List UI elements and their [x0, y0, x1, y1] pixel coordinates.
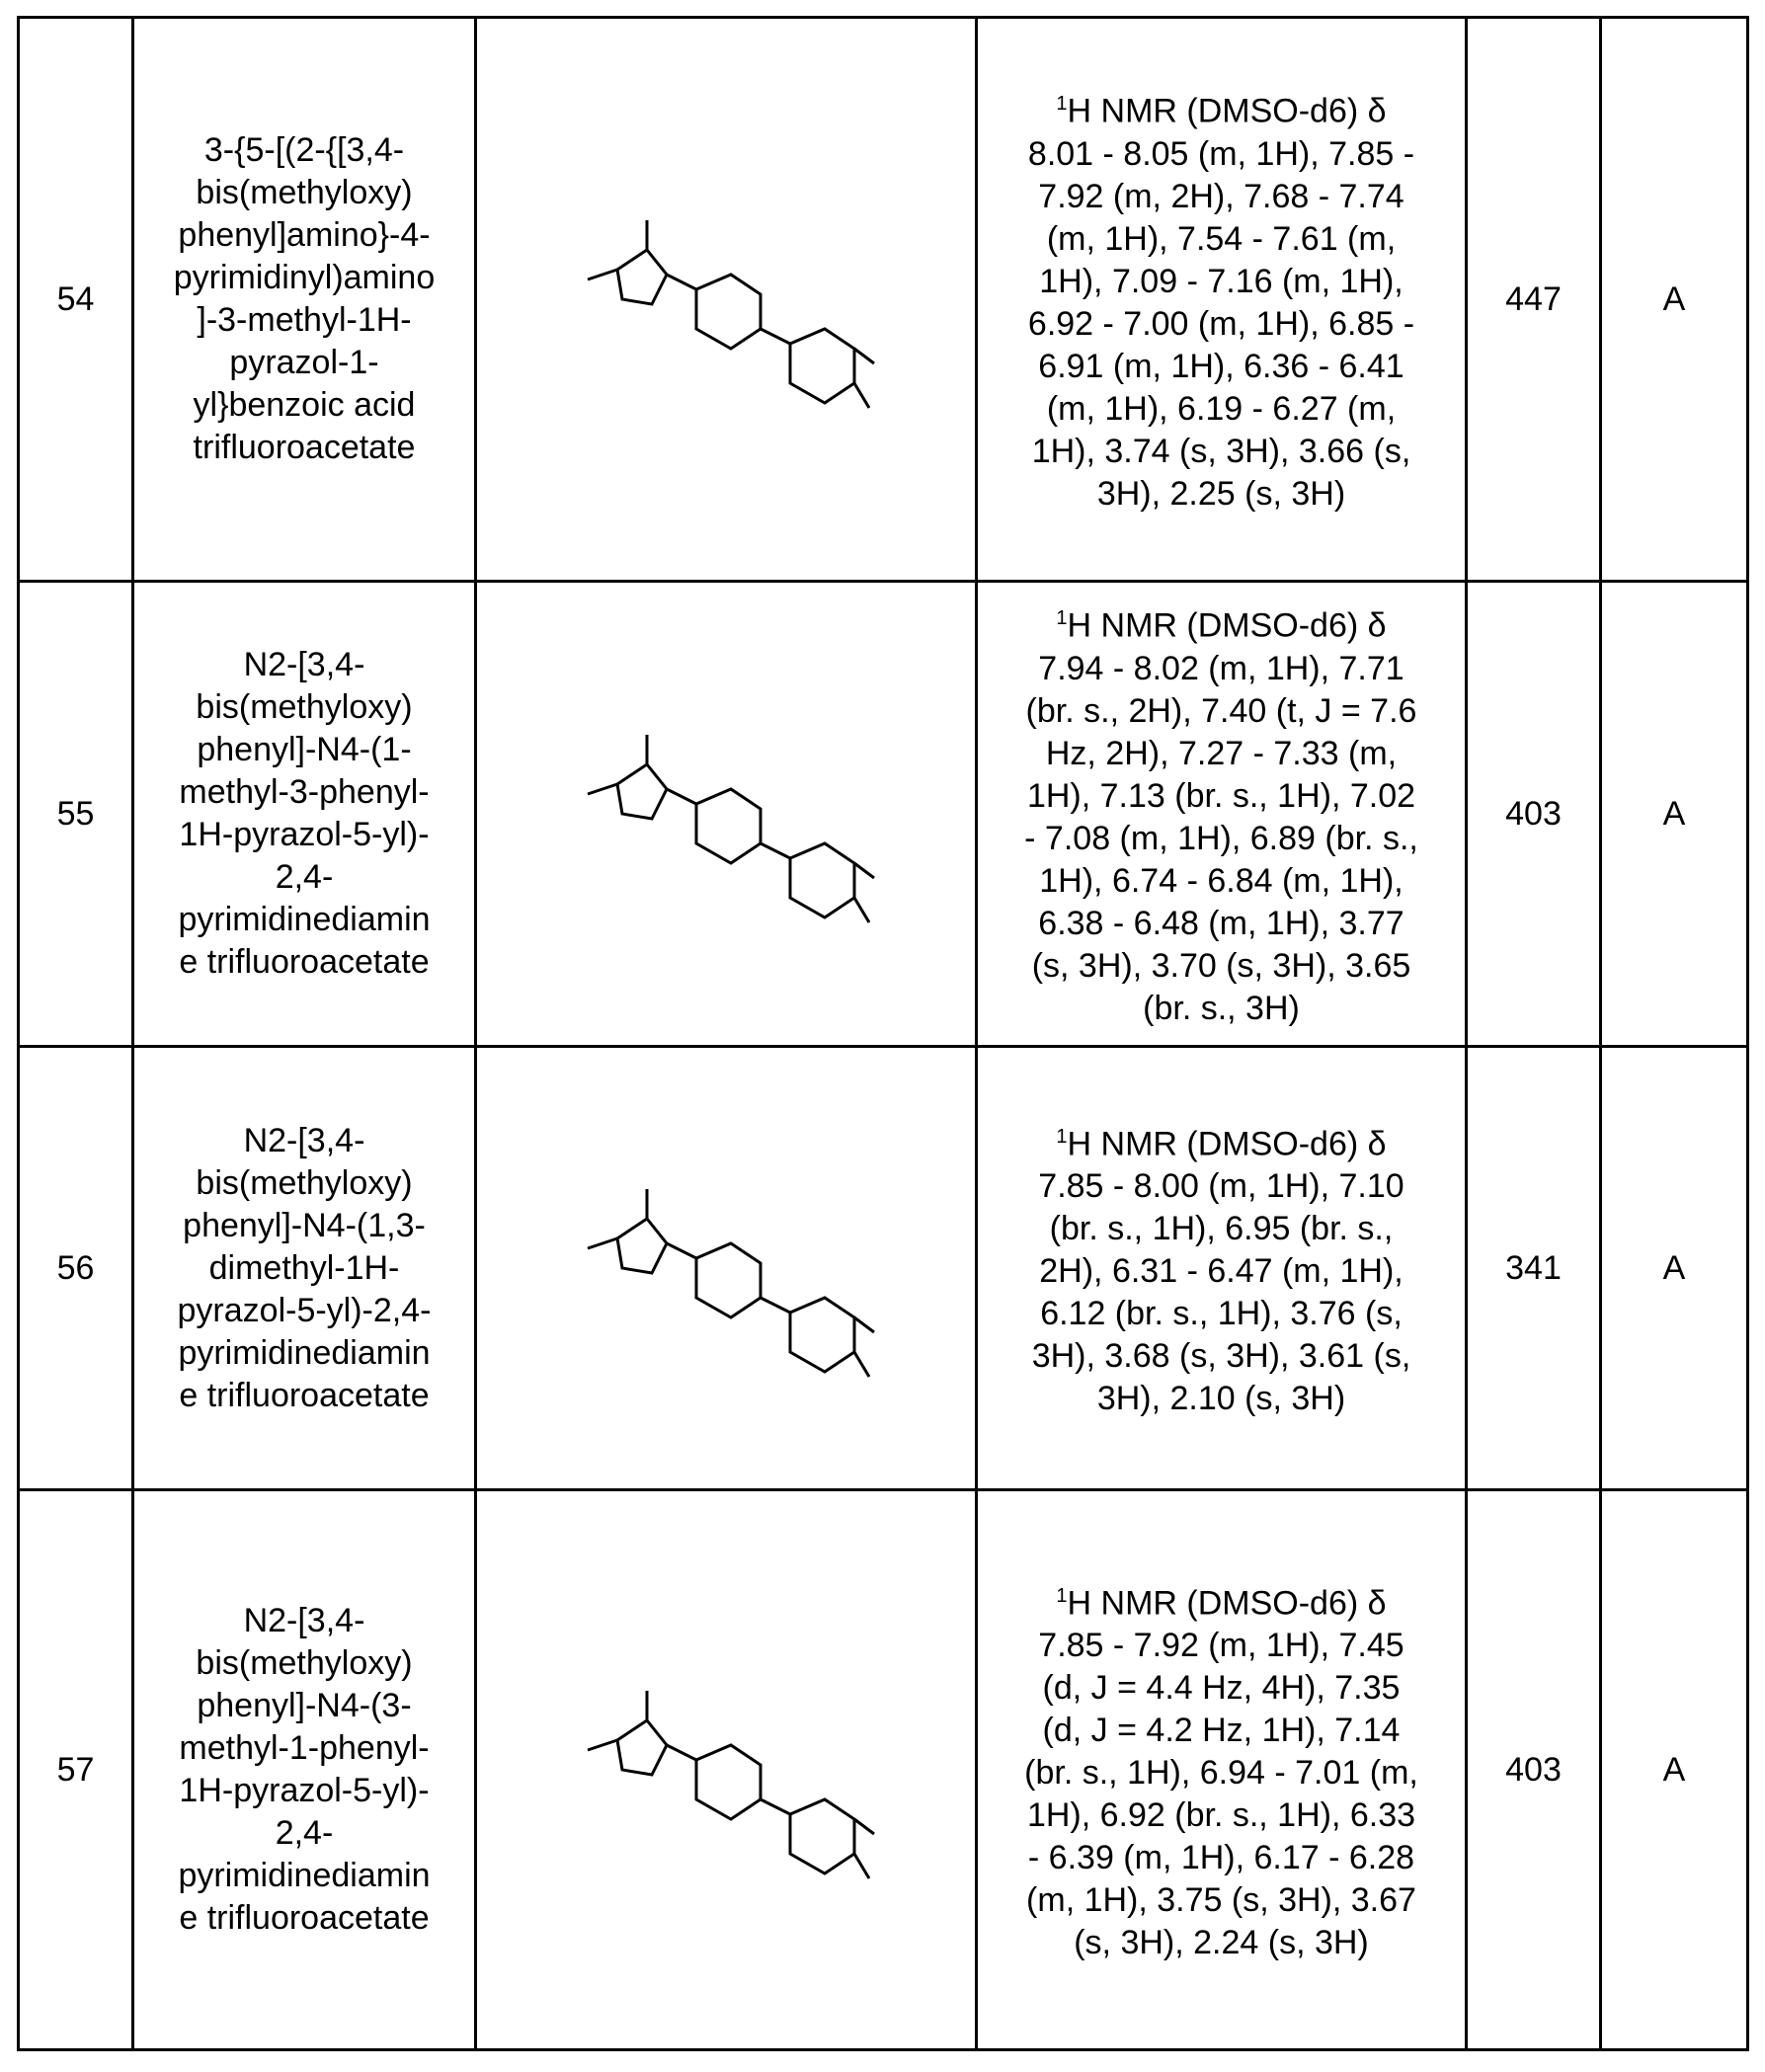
mass: 341 [1505, 1249, 1562, 1287]
chemical-structure-drawing [558, 666, 894, 962]
activity-value [1601, 18, 1748, 582]
nmr: 7.94 - 8.02 (m, 1H), 7.71 (br. s., 2H), 7.40 (t, J = 7.6 Hz, 2H), 7.27 - 7.33 (m, 1H), 7.13 (br. s., 1H), 7.02 - 7.08 (m, 1H), 6.89 (br. s., 1H), 6.74 - 6.84 (m, 1H), 6.38 - 6.48 (m, 1H), 3.77 (s, 3H), 3.70 (s, 3H), 3.65 (br. s., 3H) [986, 648, 1457, 1030]
example: 55 [57, 795, 95, 833]
example: 56 [57, 1249, 95, 1287]
nmr-head: H NMR (DMSO-d6) δ [1068, 607, 1387, 645]
nmr-head: H NMR (DMSO-d6) δ [1068, 1584, 1387, 1622]
table-row [19, 1047, 1748, 1490]
nmr-data [977, 18, 1467, 582]
example: 57 [57, 1751, 95, 1789]
compound-table [17, 16, 1749, 2051]
structure-image [476, 1047, 977, 1490]
nmr-data [977, 582, 1467, 1047]
mass-value [1467, 1047, 1601, 1490]
activity: A [1663, 1249, 1686, 1287]
chemical-structure-drawing [558, 151, 894, 447]
chemical-structure-drawing [558, 1622, 894, 1918]
table-row [19, 1490, 1748, 2050]
compound-name [133, 1047, 476, 1490]
name: N2-[3,4- bis(methyloxy) phenyl]-N4-(1- methyl-3-phenyl- 1H-pyrazol-5-yl)- 2,4- pyrimidinediamin e trifluoroacetate [142, 644, 466, 984]
activity: A [1663, 280, 1686, 318]
name: N2-[3,4- bis(methyloxy) phenyl]-N4-(1,3- dimethyl-1H- pyrazol-5-yl)-2,4- pyrimidinediamin e trifluoroacetate [142, 1120, 466, 1417]
mass-value [1467, 18, 1601, 582]
compound-name [133, 18, 476, 582]
activity-value [1601, 1047, 1748, 1490]
nmr-prefix: 1 [1056, 1585, 1067, 1607]
example-number [19, 582, 133, 1047]
activity-value [1601, 1490, 1748, 2050]
name: 3-{5-[(2-{[3,4- bis(methyloxy) phenyl]amino}-4- pyrimidinyl)amino ]-3-methyl-1H- pyrazol-1- yl}benzoic acid trifluoroacetate [142, 129, 466, 469]
compound-name [133, 1490, 476, 2050]
structure-image [476, 1490, 977, 2050]
nmr-head: H NMR (DMSO-d6) δ [1068, 1125, 1387, 1162]
mass: 403 [1505, 1751, 1562, 1789]
example-number [19, 1047, 133, 1490]
mass: 447 [1505, 280, 1562, 318]
mass: 403 [1505, 795, 1562, 833]
activity-value [1601, 582, 1748, 1047]
nmr-data [977, 1047, 1467, 1490]
nmr: 7.85 - 8.00 (m, 1H), 7.10 (br. s., 1H), 6.95 (br. s., 2H), 6.31 - 6.47 (m, 1H), 6.12 (br. s., 1H), 3.76 (s, 3H), 3.68 (s, 3H), 3.61 (s, 3H), 2.10 (s, 3H) [986, 1165, 1457, 1420]
nmr: 7.85 - 7.92 (m, 1H), 7.45 (d, J = 4.4 Hz, 4H), 7.35 (d, J = 4.2 Hz, 1H), 7.14 (br. s., 1H), 6.94 - 7.01 (m, 1H), 6.92 (br. s., 1H), 6.33 - 6.39 (m, 1H), 6.17 - 6.28 (m, 1H), 3.75 (s, 3H), 3.67 (s, 3H), 2.24 (s, 3H) [986, 1625, 1457, 1964]
mass-value [1467, 582, 1601, 1047]
nmr-data [977, 1490, 1467, 2050]
example-number [19, 1490, 133, 2050]
example-number [19, 18, 133, 582]
example: 54 [57, 280, 95, 318]
chemical-structure-drawing [558, 1120, 894, 1416]
name: N2-[3,4- bis(methyloxy) phenyl]-N4-(3- methyl-1-phenyl- 1H-pyrazol-5-yl)- 2,4- pyrimidinediamin e trifluoroacetate [142, 1600, 466, 1940]
nmr-prefix: 1 [1056, 1126, 1067, 1148]
nmr-head: H NMR (DMSO-d6) δ [1068, 93, 1387, 130]
nmr: 8.01 - 8.05 (m, 1H), 7.85 - 7.92 (m, 2H), 7.68 - 7.74 (m, 1H), 7.54 - 7.61 (m, 1H), 7.09 - 7.16 (m, 1H), 6.92 - 7.00 (m, 1H), 6.85 - 6.91 (m, 1H), 6.36 - 6.41 (m, 1H), 6.19 - 6.27 (m, 1H), 3.74 (s, 3H), 3.66 (s, 3H), 2.25 (s, 3H) [986, 133, 1457, 516]
compound-name [133, 582, 476, 1047]
activity: A [1663, 1751, 1686, 1789]
table-row [19, 18, 1748, 582]
nmr-prefix: 1 [1056, 607, 1067, 629]
nmr-prefix: 1 [1056, 93, 1067, 115]
structure-image [476, 18, 977, 582]
mass-value [1467, 1490, 1601, 2050]
table-row [19, 582, 1748, 1047]
structure-image [476, 582, 977, 1047]
activity: A [1663, 795, 1686, 833]
